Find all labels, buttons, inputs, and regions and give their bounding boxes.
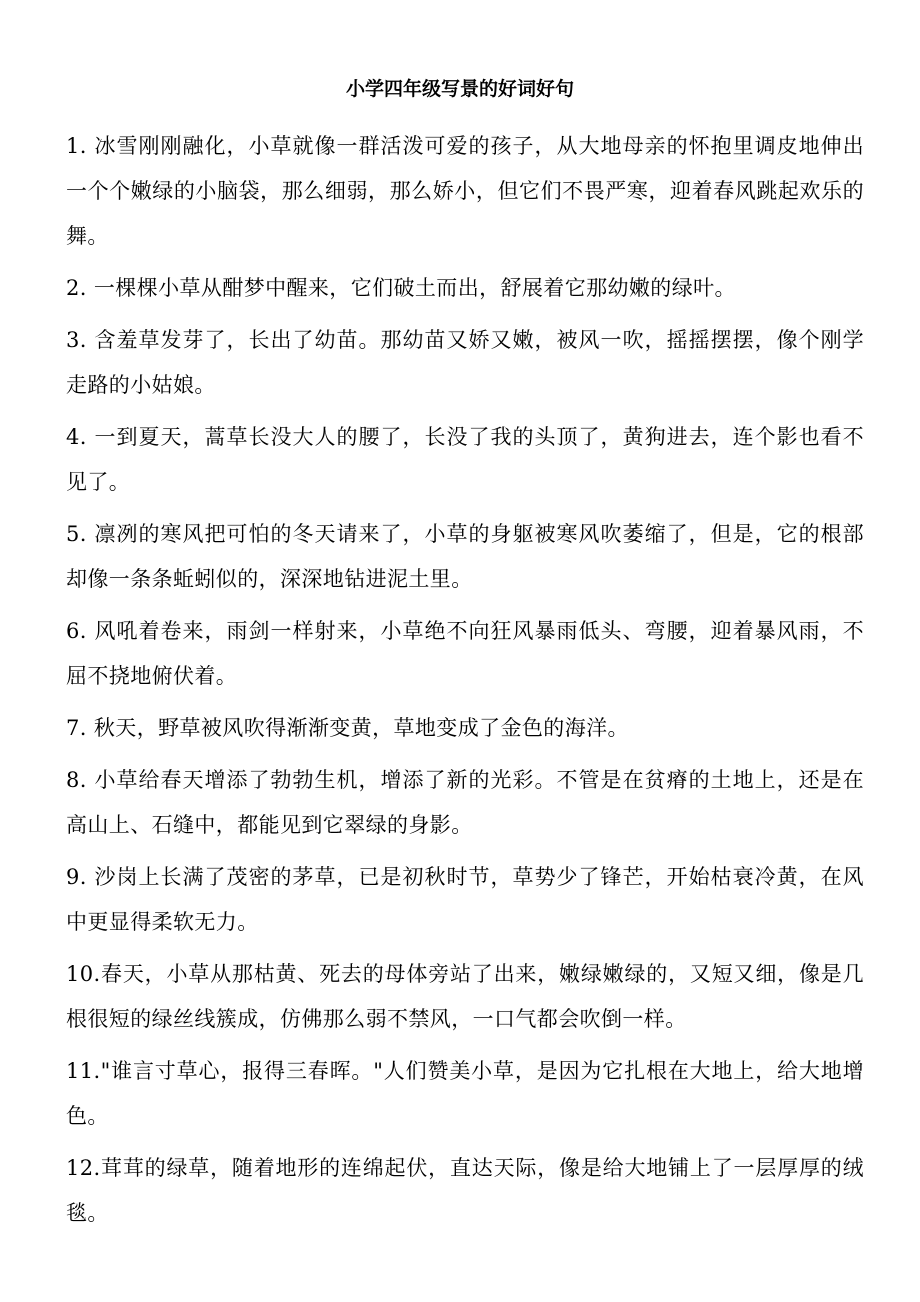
list-item: 11."谁言寸草心，报得三春晖。"人们赞美小草，是因为它扎根在大地上，给大地增色。 [66,1059,864,1128]
list-item: 9. 沙岗上长满了茂密的茅草，已是初秋时节，草势少了锋芒，开始枯衰冷黄，在风中更显得柔软无力。 [66,865,864,934]
document-title: 小学四年级写景的好词好句 [345,78,574,100]
list-item: 2. 一棵棵小草从酣梦中醒来，它们破土而出，舒展着它那幼嫩的绿叶。 [66,276,736,300]
list-item: 12.茸茸的绿草，随着地形的连绵起伏，直达天际，像是给大地铺上了一层厚厚的绒毯。 [66,1156,864,1225]
list-item: 1. 冰雪刚刚融化，小草就像一群活泼可爱的孩子，从大地母亲的怀抱里调皮地伸出一个个嫩绿的小脑袋，那么细弱，那么娇小，但它们不畏严寒，迎着春风跳起欢乐的舞。 [66,134,864,248]
list-item: 8. 小草给春天增添了勃勃生机，增添了新的光彩。不管是在贫瘠的土地上，还是在高山上、石缝中，都能见到它翠绿的身影。 [66,768,864,837]
sentence-list [66,124,864,1243]
list-item: 3. 含羞草发芽了，长出了幼苗。那幼苗又娇又嫩，被风一吹，摇摇摆摆，像个刚学走路的小姑娘。 [66,328,864,397]
list-item: 10.春天，小草从那枯黄、死去的母体旁站了出来，嫩绿嫩绿的，又短又细，像是几根很短的绿丝线簇成，仿佛那么弱不禁风，一口气都会吹倒一样。 [66,962,864,1031]
list-item: 7. 秋天，野草被风吹得渐渐变黄，草地变成了金色的海洋。 [66,716,629,740]
list-item: 5. 凛冽的寒风把可怕的冬天请来了，小草的身躯被寒风吹萎缩了，但是，它的根部却像一条条蚯蚓似的，深深地钻进泥土里。 [66,522,864,591]
list-item: 6. 风吼着卷来，雨剑一样射来，小草绝不向狂风暴雨低头、弯腰，迎着暴风雨，不屈不挠地俯伏着。 [66,619,864,688]
list-item: 4. 一到夏天，蒿草长没大人的腰了，长没了我的头顶了，黄狗进去，连个影也看不见了。 [66,425,864,494]
